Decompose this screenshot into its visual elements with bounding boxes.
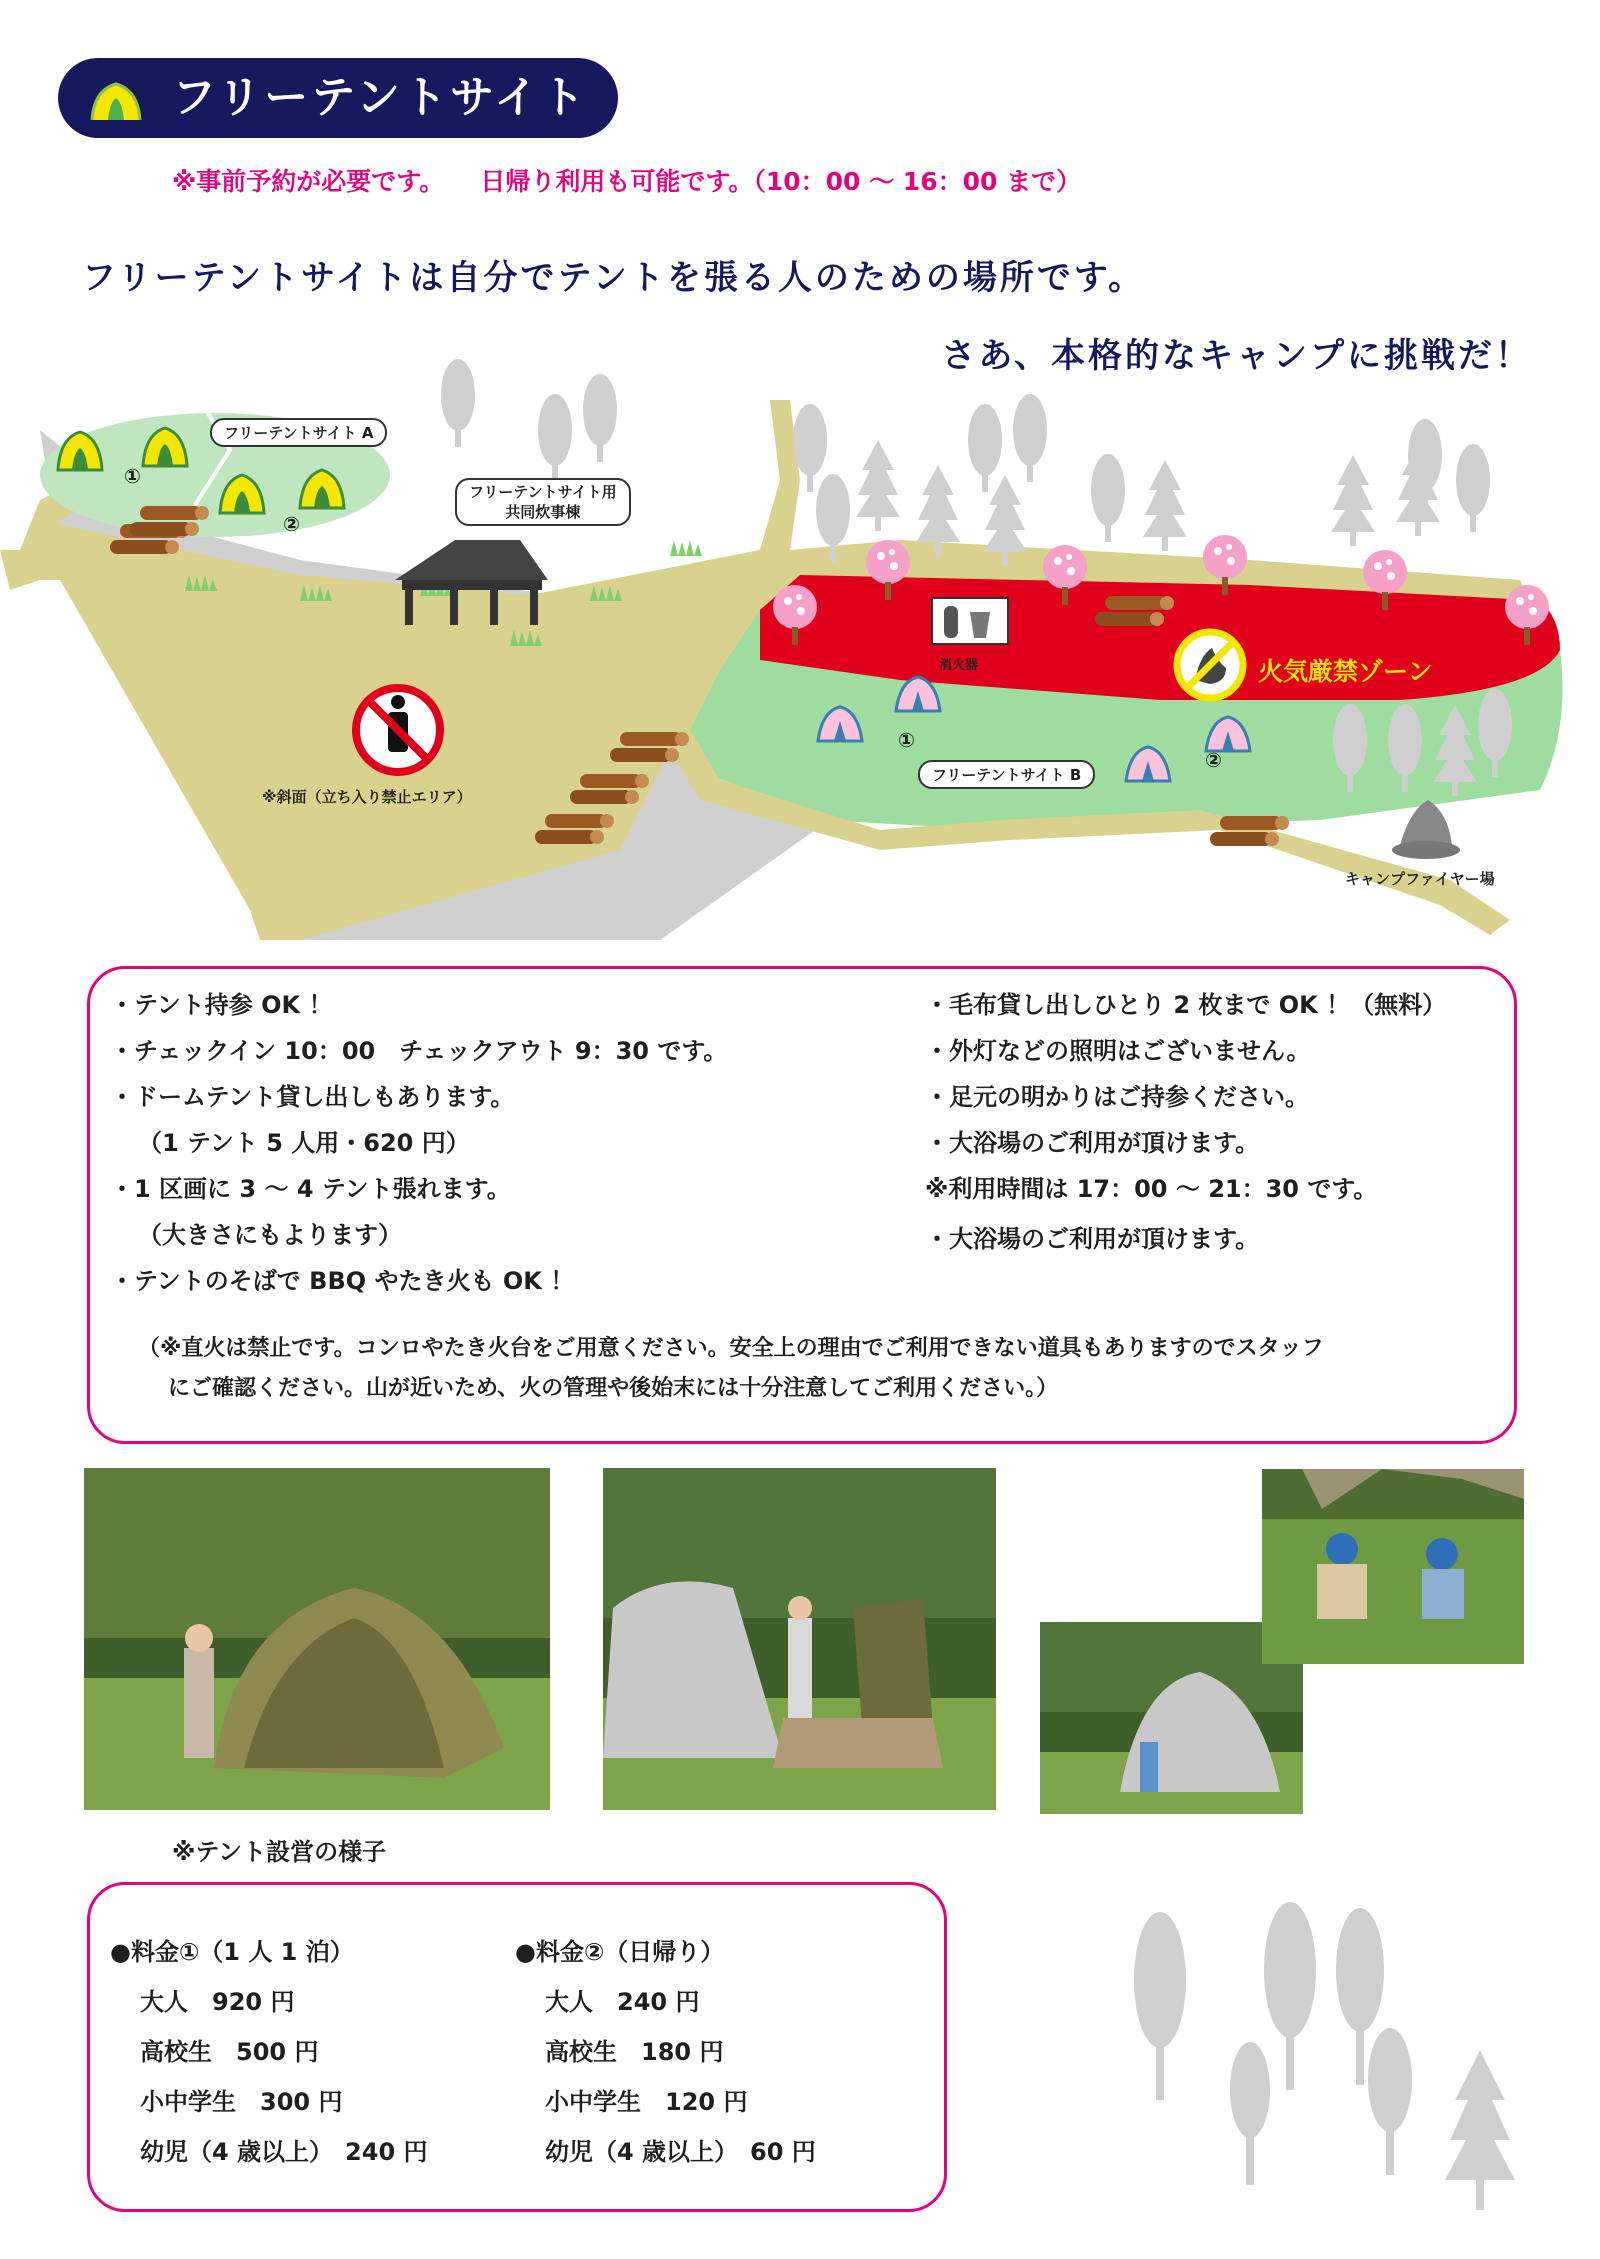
- decorative-trees: [1110, 1890, 1530, 2220]
- info-right-column: [925, 990, 1446, 1270]
- info-item: ・テント持参 OK ！: [110, 991, 333, 1019]
- info-left-column: [110, 990, 727, 1308]
- plan1-title: ●料金①（1 人 1 泊）: [110, 1938, 354, 1966]
- site-b-number-2: ②: [1205, 748, 1222, 772]
- plan2-price: 大人 240 円: [545, 1988, 700, 2016]
- photo-tent-setup-1: [84, 1468, 550, 1810]
- photo-tent-setup-4: [1262, 1469, 1524, 1664]
- kitchen-label-line2: 共同炊事棟: [505, 503, 581, 521]
- price-plan-2: [515, 1932, 816, 2182]
- plan1-price: 高校生 500 円: [140, 2038, 319, 2066]
- info-note-line2: にご確認ください。山が近いため、火の管理や後始末には十分注意してご利用ください。）: [168, 1376, 1059, 1401]
- kitchen-label: [455, 478, 631, 526]
- page-title: フリーテントサイト: [172, 72, 588, 123]
- plan2-price: 小中学生 120 円: [545, 2088, 748, 2116]
- notice-reservation: ※事前予約が必要です。: [172, 167, 445, 196]
- slope-label: ※斜面（立ち入り禁止エリア）: [262, 788, 472, 806]
- plan1-price: 小中学生 300 円: [140, 2088, 343, 2116]
- extinguisher-label: 消火器: [939, 658, 979, 673]
- info-item: （1 テント 5 人用・620 円）: [138, 1129, 470, 1157]
- notice-dayuse: 日帰り利用も可能です。（10：00 ～ 16：00 まで）: [480, 167, 1082, 196]
- info-item: ・足元の明かりはご持参ください。: [925, 1083, 1309, 1111]
- photo-caption: ※テント設営の様子: [172, 1838, 387, 1866]
- info-item: ・テントのそばで BBQ やたき火も OK ！: [110, 1267, 575, 1295]
- plan2-price: 高校生 180 円: [545, 2038, 724, 2066]
- site-b-label: フリーテントサイト B: [918, 760, 1095, 789]
- campfire-label: キャンプファイヤー場: [1345, 870, 1495, 888]
- info-item: ・外灯などの照明はございません。: [925, 1037, 1311, 1065]
- plan2-title: ●料金②（日帰り）: [515, 1938, 725, 1966]
- info-item: ※利用時間は 17：00 ～ 21：30 です。: [925, 1175, 1378, 1203]
- info-item: ・大浴場のご利用が頂けます。: [925, 1129, 1260, 1157]
- reservation-notice: [172, 162, 1081, 198]
- info-item: ・大浴場のご利用が頂けます。: [925, 1225, 1260, 1253]
- plan2-price: 幼児（4 歳以上） 60 円: [545, 2138, 816, 2166]
- info-item: ・チェックイン 10：00 チェックアウト 9：30 です。: [110, 1037, 728, 1065]
- plan1-price: 大人 920 円: [140, 1988, 295, 2016]
- lead-line-2: さあ、本格的なキャンプに挑戦だ！: [941, 336, 1532, 376]
- info-item: ・ドームテント貸し出しもあります。: [110, 1083, 515, 1111]
- fire-ban-label: 火気厳禁ゾーン: [1258, 657, 1433, 686]
- kitchen-label-line1: フリーテントサイト用: [469, 483, 617, 501]
- tent-icon: [88, 80, 144, 124]
- lead-line-1: フリーテントサイトは自分でテントを張る人のための場所です。: [82, 258, 1146, 298]
- info-item: （大きさにもよります）: [138, 1221, 402, 1249]
- plan1-price: 幼児（4 歳以上） 240 円: [140, 2138, 428, 2166]
- site-a-number-1: ①: [124, 464, 141, 488]
- site-a-number-2: ②: [283, 512, 300, 536]
- price-plan-1: [110, 1932, 428, 2182]
- info-item: ・毛布貸し出しひとり 2 枚まで OK ！（無料）: [925, 991, 1447, 1019]
- site-b-number-1: ①: [898, 728, 915, 752]
- info-item: ・1 区画に 3 ～ 4 テント張れます。: [110, 1175, 511, 1203]
- info-note-line1: （※直火は禁止です。コンロやたき火台をご用意ください。安全上の理由でご利用できない道具もありますのでスタッフ: [138, 1336, 1324, 1361]
- site-a-label: フリーテントサイト A: [210, 418, 387, 447]
- photo-tent-setup-2: [603, 1468, 996, 1810]
